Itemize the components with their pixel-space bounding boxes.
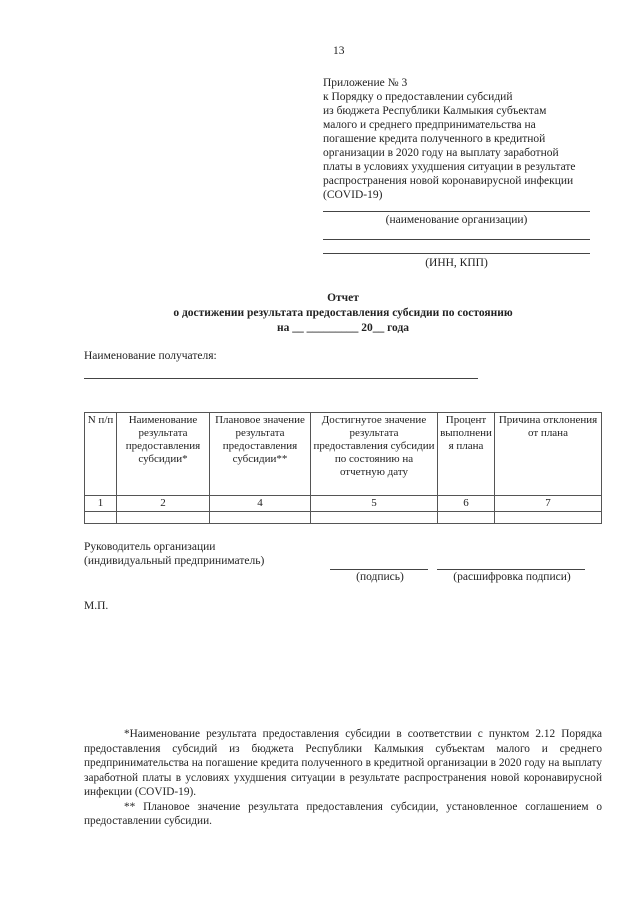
report-date: на __ _________ 20__ года [276, 322, 410, 334]
header-cell: Процент выполнени я плана [438, 413, 495, 496]
number-cell: 2 [117, 496, 210, 512]
appendix-line: (COVID-19) [323, 189, 383, 201]
head-label: Руководитель организации [84, 541, 216, 553]
header-cell: Причина отклонения от плана [495, 413, 602, 496]
appendix-line: малого и среднего предпринимательства на [323, 119, 536, 131]
empty-cell[interactable] [85, 512, 117, 524]
page-number: 13 [333, 45, 345, 57]
empty-cell[interactable] [311, 512, 438, 524]
number-cell: 5 [311, 496, 438, 512]
footnote: ** Плановое значение результата предоставления субсидии, установленное соглашением о предоставлении субсидии. [84, 800, 602, 827]
org-name-line [323, 211, 590, 212]
signature-line [330, 569, 428, 570]
empty-cell[interactable] [117, 512, 210, 524]
signature-decode-line [437, 569, 585, 570]
recipient-line [84, 378, 478, 379]
stamp-place: М.П. [84, 600, 109, 612]
header-cell: Наименование результата предоставления субсидии* [117, 413, 210, 496]
signature-caption: (подпись) [356, 571, 404, 583]
table-row [85, 512, 602, 524]
recipient-label: Наименование получателя: [84, 350, 217, 362]
report-title: Отчет [327, 292, 359, 304]
signature-decode-caption: (расшифровка подписи) [453, 571, 571, 583]
appendix-line: погашение кредита полученного в кредитной [323, 133, 546, 145]
number-cell: 4 [210, 496, 311, 512]
appendix-line: распространения новой коронавирусной инфекции [323, 175, 574, 187]
number-cell: 6 [438, 496, 495, 512]
table-number-row [85, 496, 602, 512]
appendix-line: платы в условиях ухудшения ситуации в результате [323, 161, 576, 173]
appendix-header [323, 76, 603, 202]
footnotes [84, 727, 602, 829]
header-cell: Плановое значение результата предоставления субсидии** [210, 413, 311, 496]
header-cell: N п/п [85, 413, 117, 496]
appendix-line: к Порядку о предоставлении субсидий [323, 91, 513, 103]
inn-line [323, 253, 590, 254]
header-cell: Достигнутое значение результата предоставления субсидии по состоянию на отчетную дату [311, 413, 438, 496]
appendix-line: Приложение № 3 [323, 77, 408, 89]
org-name-caption: (наименование организации) [385, 214, 528, 226]
entrepreneur-label: (индивидуальный предприниматель) [84, 555, 265, 567]
appendix-line: из бюджета Республики Калмыкия субъектам [323, 105, 547, 117]
empty-cell[interactable] [495, 512, 602, 524]
report-table [84, 412, 602, 524]
table-header-row [85, 413, 602, 496]
empty-cell[interactable] [438, 512, 495, 524]
empty-cell[interactable] [210, 512, 311, 524]
footnote: *Наименование результата предоставления субсидии в соответствии с пунктом 2.12 Порядка предоставления субсидий из бюджета Республики Калмыкия субъектам малого и среднего предпринимательства на погашение кредита полученного в кредитной организации в 2020 году на выплату заработной платы в условиях ухудшения ситуации в результате распространения новой коронавирусной инфекции (COVID-19). [84, 728, 602, 798]
number-cell: 7 [495, 496, 602, 512]
report-subtitle: о достижении результата предоставления субсидии по состоянию [173, 307, 513, 319]
blank-line [323, 239, 590, 240]
inn-caption: (ИНН, КПП) [425, 257, 488, 269]
appendix-line: организации в 2020 году на выплату заработной [323, 147, 559, 159]
number-cell: 1 [85, 496, 117, 512]
